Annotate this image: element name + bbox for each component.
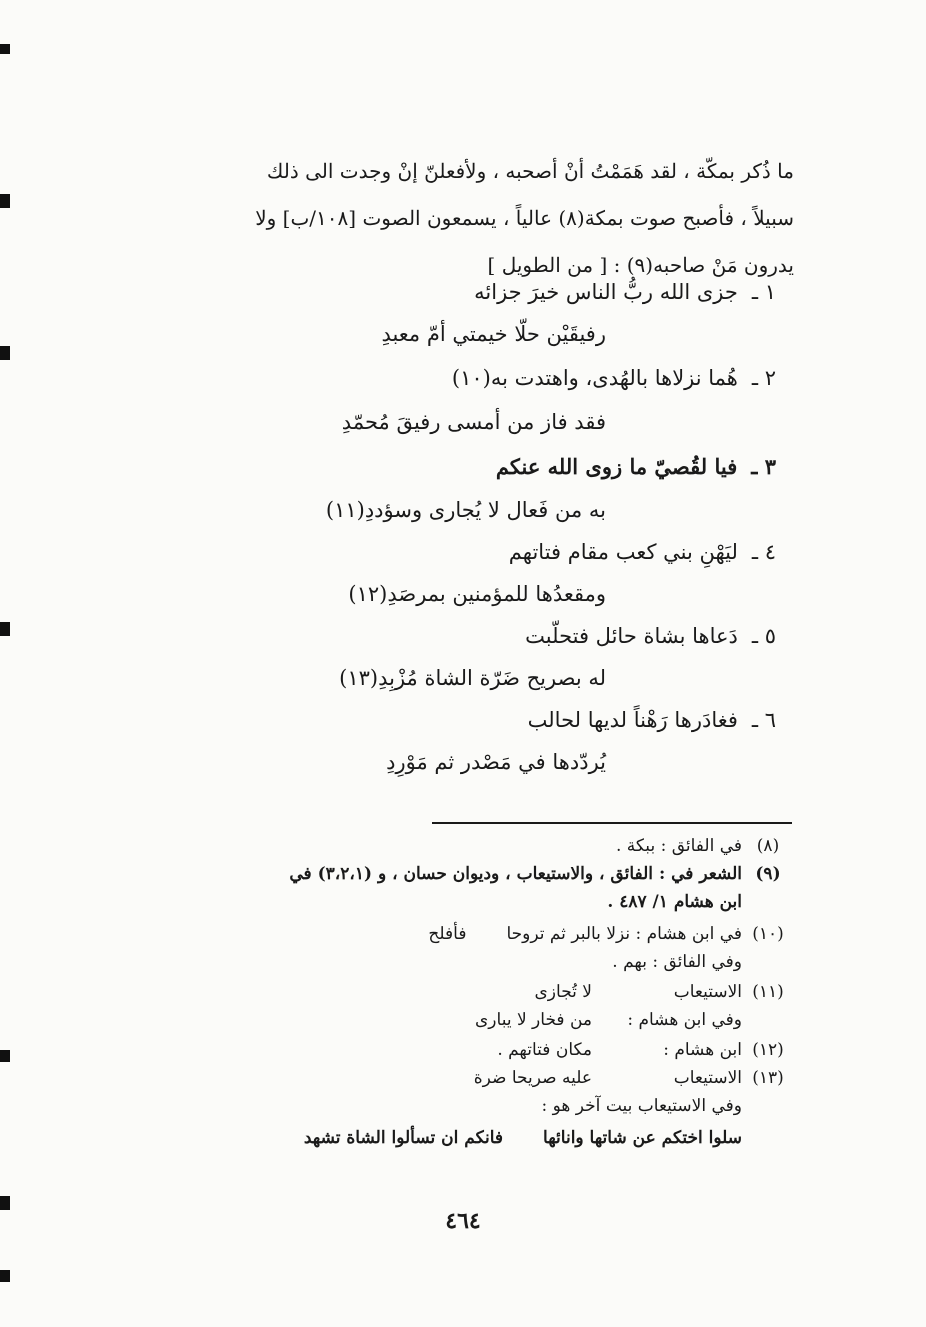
footnote-number: (٩) [755,864,781,884]
footnote-text: سلوا اختكم عن شاتها وانائها [543,1128,742,1148]
verse-1-first-hemistich [474,280,776,304]
prose-paragraph [134,148,794,289]
verse-number: ٦ ـ [751,708,776,732]
footnote-11-cont [475,1010,742,1030]
footnote-text-2: من فخار لا يبارى [475,1010,592,1030]
verse-3-first-hemistich [496,454,776,479]
scan-edge-mark [0,1050,10,1062]
verse-3-second-hemistich: به من فَعال لا يُجارى وسؤددِ(١١) [325,498,606,522]
footnote-number: (١٣) [752,1068,784,1088]
verse-6-second-hemistich: يُردّدها في مَصْدر ثم مَوْرِدِ [386,750,606,774]
footnote-13-verse [304,1128,742,1148]
verse-6-first-hemistich [528,708,776,732]
verse-number: ٤ ـ [751,540,776,564]
footnote-text: ابن هشام : [663,1040,742,1060]
footnote-text: في ابن هشام : نزلا بالبر ثم تروحا [506,924,742,944]
footnote-number: (٨) [756,836,780,856]
footnote-10 [428,924,794,944]
verse-4-second-hemistich: ومقعدُها للمؤمنين بمرصَدِ(١٢) [348,582,606,606]
verse-number: ٢ ـ [751,366,776,390]
verse-number: ٥ ـ [751,624,776,648]
footnote-text-2: لا تُجازى [534,982,592,1002]
hemistich-text: فغادَرها رَهْناً لديها لحالب [527,708,738,732]
verse-4-first-hemistich [509,540,776,564]
scan-edge-mark [0,194,10,208]
footnote-text-2: مكان فتاتهم . [497,1040,592,1060]
footnote-12 [497,1040,794,1060]
prose-line: ما ذُكر بمكّة ، لقد هَمَمْتُ أنْ أصحبه ، ولأفعلنّ إنْ وجدت الى ذلك [266,159,794,183]
footnote-text: وفي ابن هشام : [627,1010,742,1030]
verse-2-second-hemistich: فقد فاز من أمسى رفيقَ مُحمّدِ [341,410,606,434]
footnote-number: (١٠) [752,924,784,944]
scan-edge-mark [0,44,10,54]
footnote-9-cont: ابن هشام ١/ ٤٨٧ . [607,892,742,912]
hemistich-text: دَعاها بشاة حائل فتحلّبت [525,624,738,648]
footnote-number: (١٢) [752,1040,784,1060]
prose-line: سبيلاً ، فأصبح صوت بمكة(٨) عالياً ، يسمعون الصوت [١٠٨/ب] ولا [255,206,794,230]
footnote-10-cont: وفي الفائق : بهم . [612,952,742,972]
prose-line: يدرون مَنْ صاحبه(٩) : [ من الطويل ] [487,253,794,277]
footnote-text-2: فأفلح [428,924,467,944]
hemistich-text: فيا لقُصيّ ما زوى الله عنكم [495,454,738,479]
hemistich-text: جزى الله ربُّ الناس خيرَ جزائه [474,280,738,304]
verse-5-first-hemistich [525,624,776,648]
footnote-9 [289,864,794,884]
verse-5-second-hemistich: له بصريح ضَرّة الشاة مُزْبِدِ(١٣) [339,666,606,690]
footnote-text: الاستيعاب [673,982,742,1002]
footnote-text: الشعر في : الفائق ، والاستيعاب ، وديوان حسان ، و (٣،٢،١) في [289,864,742,884]
verse-number: ٣ ـ [751,454,776,479]
scan-edge-mark [0,622,10,636]
hemistich-text: ليَهْنِ بني كعب مقام فتاتهم [508,540,738,564]
verse-2-first-hemistich [452,366,776,390]
scan-edge-mark [0,1270,10,1282]
footnote-13 [474,1068,794,1088]
footnote-number: (١١) [752,982,784,1002]
footnote-11 [535,982,795,1002]
footnote-8 [616,836,794,856]
page-number: ٤٦٤ [445,1208,481,1234]
footnote-text: في الفائق : ببكة . [616,836,742,856]
footnote-separator [432,822,792,824]
footnote-text-2: عليه صريحا ضرة [473,1068,592,1088]
footnote-text: الاستيعاب [673,1068,742,1088]
footnote-text-2: فانكم ان تسألوا الشاة تشهد [303,1128,504,1148]
verse-1-second-hemistich: رفيقَيْن حلّا خيمتي أمّ معبدِ [381,322,606,346]
scan-edge-mark [0,346,10,360]
verse-number: ١ ـ [751,280,776,304]
hemistich-text: هُما نزلاها بالهُدى، واهتدت به(١٠) [451,366,738,390]
footnote-13-cont: وفي الاستيعاب بيت آخر هو : [541,1096,742,1116]
